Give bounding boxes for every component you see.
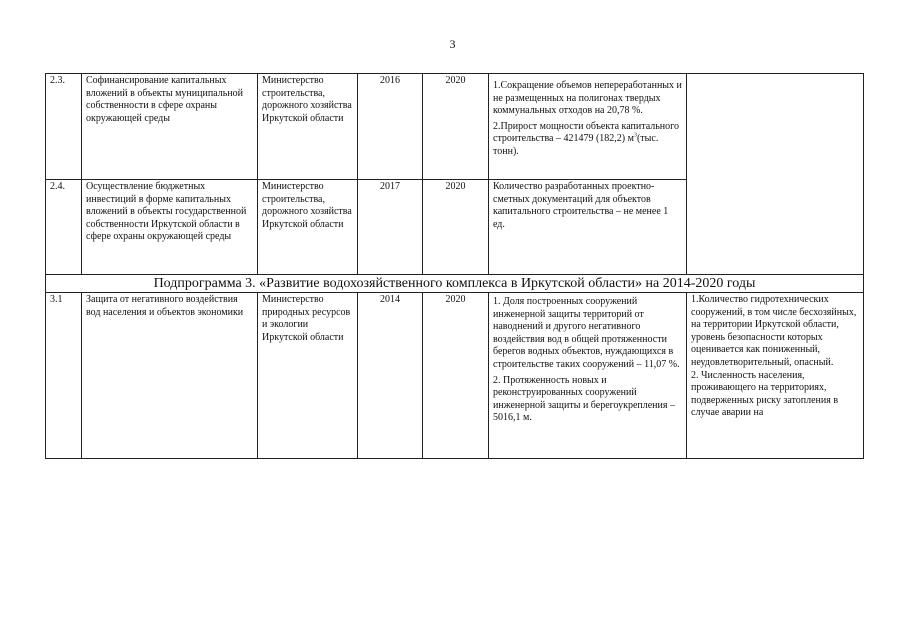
result-item: 1.Сокращение объемов непереработанных и не размещенных на полигонах твердых коммунальных отходов на 20,78 %. — [493, 80, 682, 117]
subprogram-title: Подпрограмма 3. «Развитие водохозяйственного комплекса в Иркутской области» на 2014-2020 годы — [46, 275, 864, 293]
row-number: 3.1 — [46, 293, 82, 459]
result-text-tail: (тыс. тонн). — [493, 133, 659, 157]
result-text: 2.Прирост мощности объекта капитального строительства – 421479 (182,2) м — [493, 120, 680, 145]
row-number: 2.3. — [46, 74, 82, 180]
year-end: 2020 — [423, 74, 489, 180]
measure-name: Осуществление бюджетных инвестиций в форме капитальных вложений в объекты государственной собственности Иркутской области в сфере охраны окружающей среды — [82, 180, 258, 275]
row-number: 2.4. — [46, 180, 82, 275]
year-end: 2020 — [423, 180, 489, 275]
result-item: 2. Протяженность новых и реконструированных сооружений инженерной защиты и берегоукрепления – 5016,1 м. — [493, 374, 675, 424]
table-row — [46, 74, 864, 180]
expected-results — [489, 74, 687, 180]
indicator-item: 1.Количество гидротехнических сооружений, в том числе бесхозяйных, на территории Иркутской области, уровень безопасности которых оценивается как пониженный, неудовлетворительный, опасный. — [691, 294, 857, 368]
year-start: 2014 — [358, 293, 423, 459]
result-item: 1. Доля построенных сооружений инженерной защиты территорий от наводнений и другого негативного воздействия вод в общей протяженности берегов водных объектов, нуждающихся в строительстве таких сооружений – 11,07 %. — [493, 296, 680, 370]
table-row — [46, 293, 864, 459]
year-start: 2016 — [358, 74, 423, 180]
executor: Министерство строительства, дорожного хозяйства Иркутской области — [258, 74, 358, 180]
indicators — [687, 293, 864, 459]
indicator-item: 2. Численность населения, проживающего на территориях, подверженных риску затопления в случае аварии на — [691, 369, 839, 419]
year-start: 2017 — [358, 180, 423, 275]
expected-results — [489, 293, 687, 459]
subprogram-row — [46, 275, 864, 293]
executor: Министерство природных ресурсов и экологии Иркутской области — [258, 293, 358, 459]
measure-name: Софинансирование капитальных вложений в объекты муниципальной собственности в сфере охраны окружающей среды — [82, 74, 258, 180]
measure-name: Защита от негативного воздействия вод населения и объектов экономики — [82, 293, 258, 459]
indicators — [687, 74, 864, 275]
superscript: 3 — [633, 133, 637, 140]
executor: Министерство строительства, дорожного хозяйства Иркутской области — [258, 180, 358, 275]
result-item — [493, 121, 682, 159]
expected-results: Количество разработанных проектно-сметных документаций для объектов капитального строительства – не менее 1 ед. — [489, 180, 687, 275]
page-number: 3 — [449, 37, 456, 51]
program-table — [45, 73, 864, 459]
year-end: 2020 — [423, 293, 489, 459]
